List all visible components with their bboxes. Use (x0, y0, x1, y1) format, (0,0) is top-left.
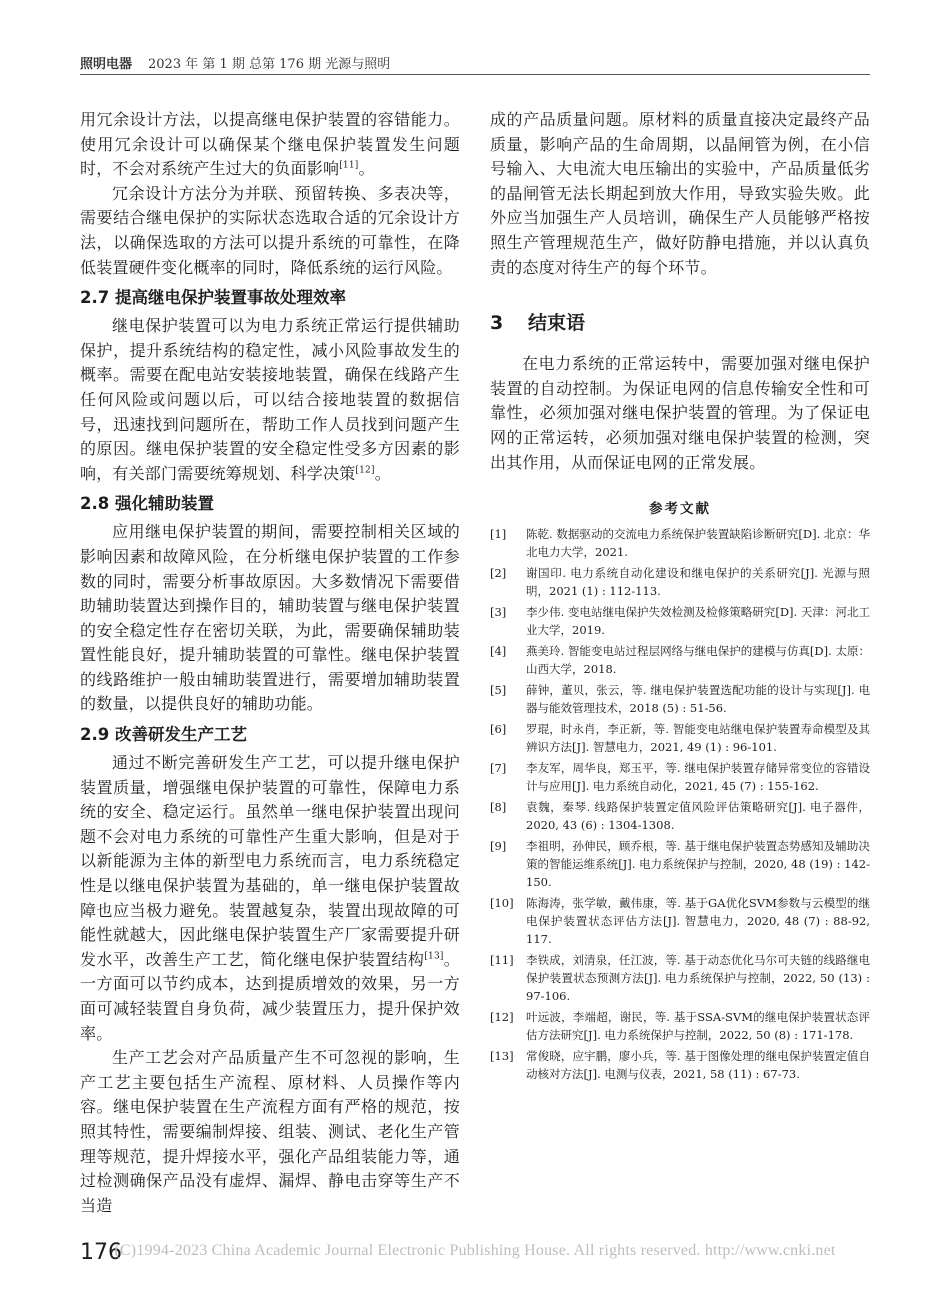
paragraph: 生产工艺会对产品质量产生不可忽视的影响，生产工艺主要包括生产流程、原材料、人员操作等内容。继电保护装置在生产流程方面有严格的规范，按照其特性，需要编制焊接、组装、测试、老化生产管理等规范，提升焊接水平，强化产品组装能力等，通过检测确保产品没有虚焊、漏焊、静电击穿等生产不当造 (80, 1048, 460, 1215)
reference-number: [4] (490, 644, 507, 659)
left-column (80, 108, 460, 1218)
reference-number: [6] (490, 722, 507, 737)
reference-number: [12] (490, 1010, 514, 1025)
reference-text: 李铁成，刘清泉，任江波，等. 基于动态优化马尔可夫链的线路继电保护装置状态预测方法[J]. 电力系统保护与控制，2022, 50 (13) : 97-106. (526, 953, 870, 1004)
section-heading-2-9: 2.9 改善研发生产工艺 (80, 725, 247, 745)
journal-name: 照明电器 (80, 57, 133, 72)
reference-text: 李友军，周华良，郑玉平，等. 继电保护装置存储异常变位的容错设计与应用[J]. 电力系统自动化，2021, 45 (7) : 155-162. (526, 761, 870, 794)
section-heading-2-7: 2.7 提高继电保护装置事故处理效率 (80, 288, 346, 308)
reference-item (490, 681, 870, 717)
reference-item (490, 1008, 870, 1044)
reference-text: 叶远波，李端超，谢民，等. 基于SSA-SVM的继电保护装置状态评估方法研究[J]. 电力系统保护与控制，2022, 50 (8) : 171-178. (526, 1010, 870, 1043)
reference-item (490, 564, 870, 600)
paragraph: 应用继电保护装置的期间，需要控制相关区域的影响因素和故障风险，在分析继电保护装置的工作参数的同时，需要分析事故原因。大多数情况下需要借助辅助装置达到操作目的，辅助装置与继电保护装置的安全稳定性存在密切关联，为此，需要确保辅助装置性能良好，提升辅助装置的可靠性。继电保护装置的线路维护一般由辅助装置进行，需要增加辅助装置的数量，以提供良好的辅助功能。 (80, 522, 460, 714)
section-heading-2-8: 2.8 强化辅助装置 (80, 494, 214, 514)
reference-number: [5] (490, 683, 507, 698)
reference-text: 李祖明，孙伸民，顾乔根，等. 基于继电保护装置态势感知及辅助决策的智能运维系统[J]. 电力系统保护与控制，2020, 48 (19) : 142-150. (526, 839, 870, 890)
reference-item (490, 951, 870, 1005)
citation: [13] (424, 951, 444, 962)
paragraph: 用冗余设计方法，以提高继电保护装置的容错能力。使用冗余设计可以确保某个继电保护装置发生问题时，不会对系统产生过大的负面影响[11]。 (80, 110, 460, 179)
references-title: 参考文献 (649, 501, 711, 518)
paragraph: 继电保护装置可以为电力系统正常运行提供辅助保护，提升系统结构的稳定性，减小风险事故发生的概率。需要在配电站安装接地装置，确保在线路产生任何风险或问题以后，可以结合接地装置的数据信号，迅速找到问题所在，帮助工作人员找到问题产生的原因。继电保护装置的安全稳定性受多方因素的影响，有关部门需要统筹规划、科学决策[12]。 (80, 316, 460, 483)
section-number: 3 (490, 312, 504, 335)
right-column (490, 108, 870, 1086)
paragraph: 在电力系统的正常运转中，需要加强对继电保护装置的自动控制。为保证电网的信息传输安全性和可靠性，必须加强对继电保护装置的管理。为了保证电网的正常运转，必须加强对继电保护装置的检测，突出其作用，从而保证电网的正常发展。 (490, 354, 870, 472)
reference-text: 袁魏，秦琴. 线路保护装置定值风险评估策略研究[J]. 电子器件，2020, 43 (6) : 1304-1308. (526, 800, 870, 833)
reference-item (490, 798, 870, 834)
reference-list (490, 525, 870, 1083)
reference-text: 谢国印. 电力系统自动化建设和继电保护的关系研究[J]. 光源与照明，2021 (1) : 112-113. (526, 566, 870, 599)
reference-item (490, 525, 870, 561)
reference-number: [2] (490, 566, 507, 581)
reference-text: 陈乾. 数据驱动的交流电力系统保护装置缺陷诊断研究[D]. 北京：华北电力大学，2021. (526, 527, 870, 560)
reference-item (490, 759, 870, 795)
reference-number: [8] (490, 800, 507, 815)
reference-number: [1] (490, 527, 507, 542)
reference-number: [13] (490, 1049, 514, 1064)
citation: [12] (355, 465, 375, 476)
issue-info: 2023 年 第 1 期 总第 176 期 光源与照明 (148, 57, 391, 72)
reference-text: 罗琨，时永肖，李正新，等. 智能变电站继电保护装置寿命模型及其辨识方法[J]. 智慧电力，2021, 49 (1) : 96-101. (526, 722, 870, 755)
reference-number: [9] (490, 839, 507, 854)
reference-number: [11] (490, 953, 514, 968)
reference-item (490, 894, 870, 948)
section-title: 结束语 (528, 312, 586, 335)
reference-item (490, 720, 870, 756)
reference-text: 常俊晓，应宇鹏，廖小兵，等. 基于图像处理的继电保护装置定值自动核对方法[J]. 电测与仪表，2021, 58 (11) : 67-73. (526, 1049, 870, 1082)
reference-number: [10] (490, 896, 514, 911)
reference-item (490, 837, 870, 891)
reference-text: 李少伟. 变电站继电保护失效检测及检修策略研究[D]. 天津：河北工业大学，2019. (526, 605, 870, 638)
paragraph: 成的产品质量问题。原材料的质量直接决定最终产品质量，影响产品的生命周期，以晶闸管为例，在小信号输入、大电流大电压输出的实验中，产品质量低劣的晶闸管无法长期起到放大作用，导致实验失败。此外应当加强生产人员培训，确保生产人员能够严格按照生产管理规范生产，做好防静电措施，并以认真负责的态度对待生产的每个环节。 (490, 110, 870, 277)
citation: [11] (339, 160, 359, 171)
reference-text: 陈海涛，张学敏，戴伟康，等. 基于GA优化SVM参数与云模型的继电保护装置状态评估方法[J]. 智慧电力，2020, 48 (7) : 88-92, 117. (526, 896, 870, 947)
copyright-footer: (C)1994-2023 China Academic Journal Electronic Publishing House. All rights reserved. http://www.cnki.net (114, 1242, 836, 1259)
page-number: 176 (80, 1240, 122, 1265)
reference-item (490, 642, 870, 678)
running-header (80, 44, 870, 75)
reference-text: 燕美玲. 智能变电站过程层网络与继电保护的建模与仿真[D]. 太原：山西大学，2018. (526, 644, 870, 677)
reference-item (490, 603, 870, 639)
reference-item (490, 1047, 870, 1083)
paragraph: 冗余设计方法分为并联、预留转换、多表决等，需要结合继电保护的实际状态选取合适的冗余设计方法，以确保选取的方法可以提升系统的可靠性，在降低装置硬件变化概率的同时，降低系统的运行风险。 (80, 183, 460, 277)
section-heading-3 (490, 310, 870, 336)
reference-text: 薛钟，董贝，张云，等. 继电保护装置选配功能的设计与实现[J]. 电器与能效管理技术，2018 (5) : 51-56. (526, 683, 870, 716)
paragraph: 通过不断完善研发生产工艺，可以提升继电保护装置质量，增强继电保护装置的可靠性，保障电力系统的安全、稳定运行。虽然单一继电保护装置出现问题不会对电力系统的可靠性产生重大影响，但是对于以新能源为主体的新型电力系统而言，电力系统稳定性是以继电保护装置为基础的，单一继电保护装置故障也应当极力避免。装置越复杂，装置出现故障的可能性就越大，因此继电保护装置生产厂家需要提升研发水平，改善生产工艺，简化继电保护装置结构[13]。一方面可以节约成本，达到提质增效的效果，另一方面可减轻装置自身负荷，减少装置压力，提升保护效率。 (80, 753, 461, 1043)
reference-number: [7] (490, 761, 507, 776)
reference-number: [3] (490, 605, 507, 620)
